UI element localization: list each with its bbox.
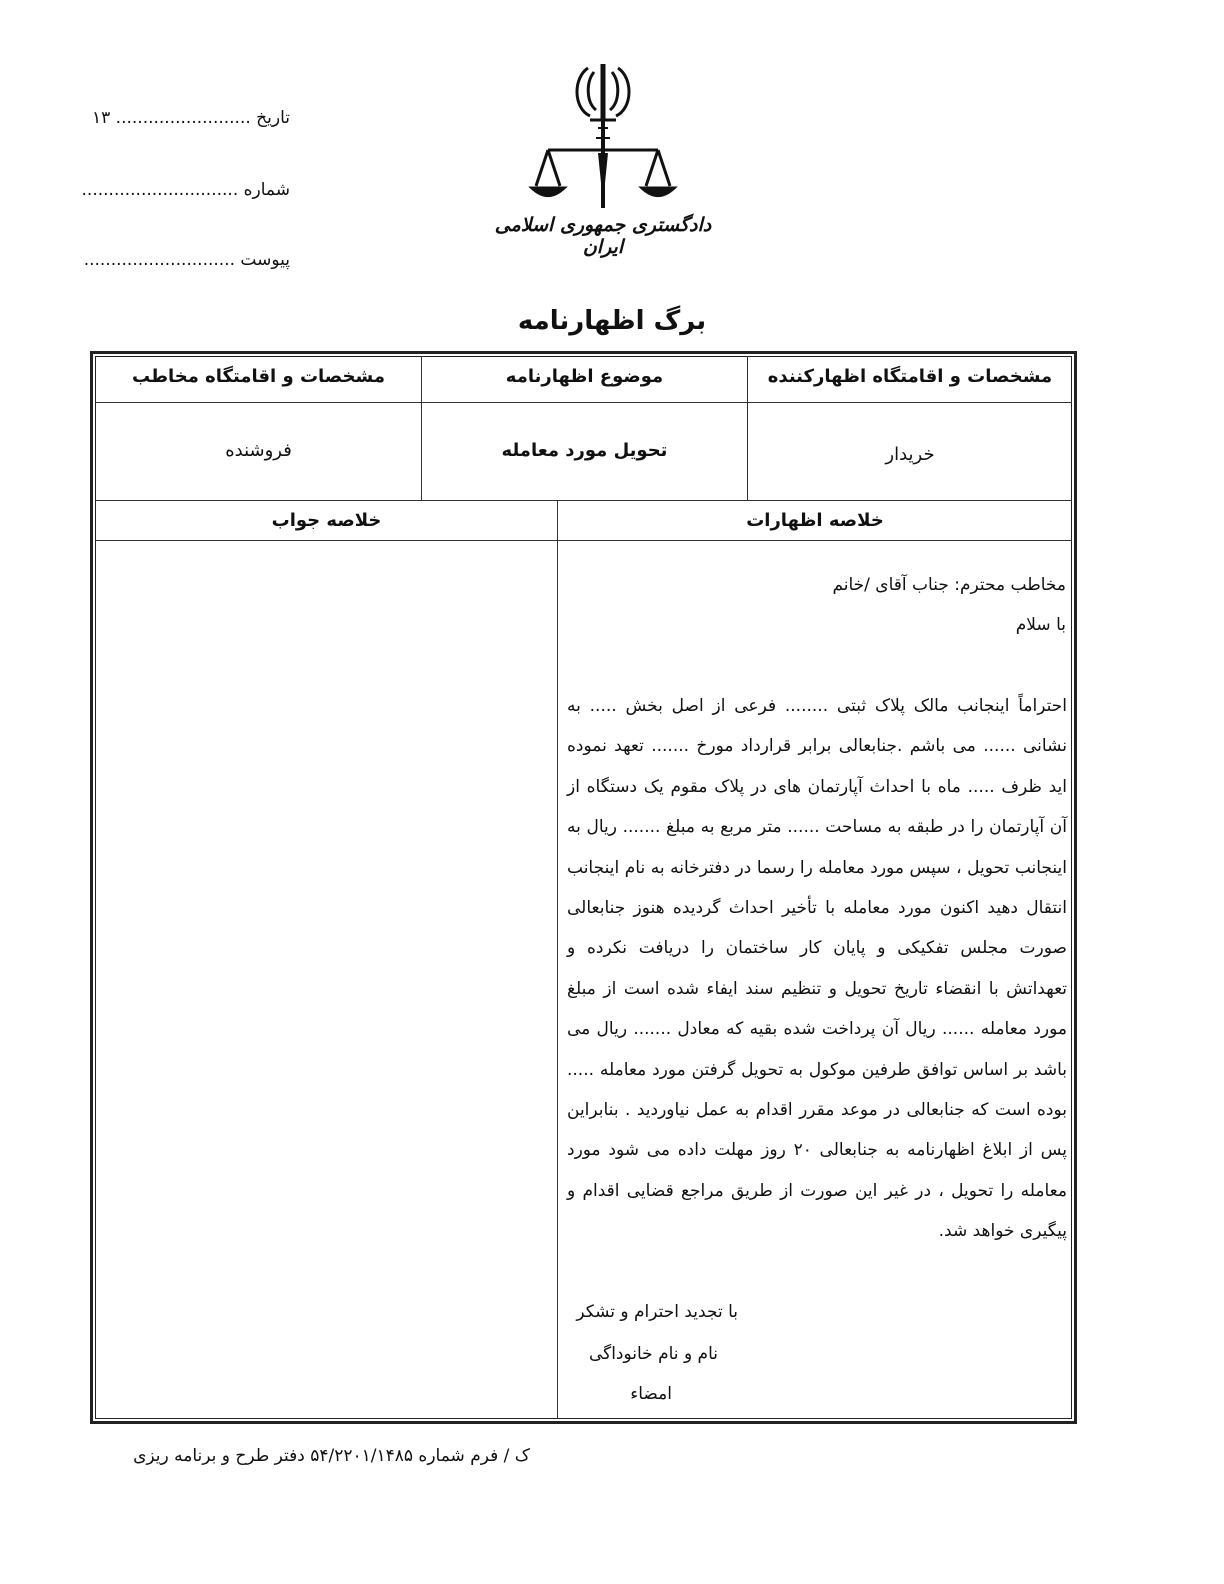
judiciary-emblem-icon bbox=[528, 58, 678, 208]
value-row-divider bbox=[95, 500, 1072, 501]
closing-line: با تجدید احترام و تشکر bbox=[576, 1302, 738, 1322]
declarant-header: مشخصات و اقامتگاه اظهارکننده bbox=[767, 366, 1053, 387]
header-row-divider bbox=[95, 402, 1072, 403]
addressee-header: مشخصات و اقامتگاه مخاطب bbox=[132, 366, 385, 387]
declarant-value: خریدار bbox=[885, 444, 935, 465]
subject-value: تحویل مورد معامله bbox=[501, 440, 668, 461]
statements-summary-header: خلاصه اظهارات bbox=[746, 510, 884, 531]
emblem-caption: دادگستری جمهوری اسلامی ایران bbox=[494, 214, 712, 258]
salutation: مخاطب محترم: جناب آقای /خانم bbox=[832, 575, 1066, 595]
number-field: شماره ............................. bbox=[81, 180, 290, 200]
date-field: تاریخ ......................... ۱۳ bbox=[92, 108, 290, 128]
signature-line: امضاء bbox=[630, 1384, 672, 1404]
statement-body: احتراماً اینجانب مالک پلاک ثبتی ........ فرعی از اصل بخش ..... به نشانی ...... می باشم .جنابعالی برابر قرارداد مورخ ....... تعهد نموده اید ظرف ..... ماه با احداث آپارتمان های در پلاک مقوم یک دستگاه از آن آپارتمان را در طبقه به مساحت ...... متر مربع به مبلغ ....... ریال به اینجانب تحویل ، سپس مورد معامله را رسما در دفترخانه به نام اینجانب انتقال دهید اکنون مورد معامله با تأخیر احداث گردیده هنوز جنابعالی صورت مجلس تفکیکی و پایان کار ساختمان را دریافت نکرده و تعهداتش با انقضاء تاریخ تحویل و تنظیم سند ایفاء شده است از مبلغ مورد معامله ...... ریال آن پرداخت شده بقیه که معادل ....... ریال می باشد بر اساس توافق طرفین موکول به تحویل گرفتن مورد معامله ..... بوده است که جنابعالی در موعد مقرر اقدام به عمل نیاوردید . بنابراین پس از ابلاغ اظهارنامه به جنابعالی ۲۰ روز مهلت داده می شود مورد معامله را تحویل ، در غیر این صورت از طریق مراجع قضایی اقدام و پیگیری خواهد شد. bbox=[567, 696, 1067, 1242]
summary-header-divider bbox=[95, 540, 1072, 541]
name-line: نام و نام خانوداگی bbox=[588, 1344, 718, 1364]
greeting: با سلام bbox=[1015, 615, 1066, 635]
addressee-value: فروشنده bbox=[225, 440, 292, 461]
summary-column-divider bbox=[557, 500, 558, 1419]
form-footer: ک / فرم شماره ۵۴/۲۲۰۱/۱۴۸۵ دفتر طرح و برنامه ریزی bbox=[133, 1446, 530, 1466]
page-title: برگ اظهارنامه bbox=[517, 306, 707, 336]
subject-header: موضوع اظهارنامه bbox=[505, 366, 664, 387]
reply-summary-header: خلاصه جواب bbox=[271, 510, 382, 531]
attachment-field: پیوست ............................ bbox=[83, 250, 290, 270]
